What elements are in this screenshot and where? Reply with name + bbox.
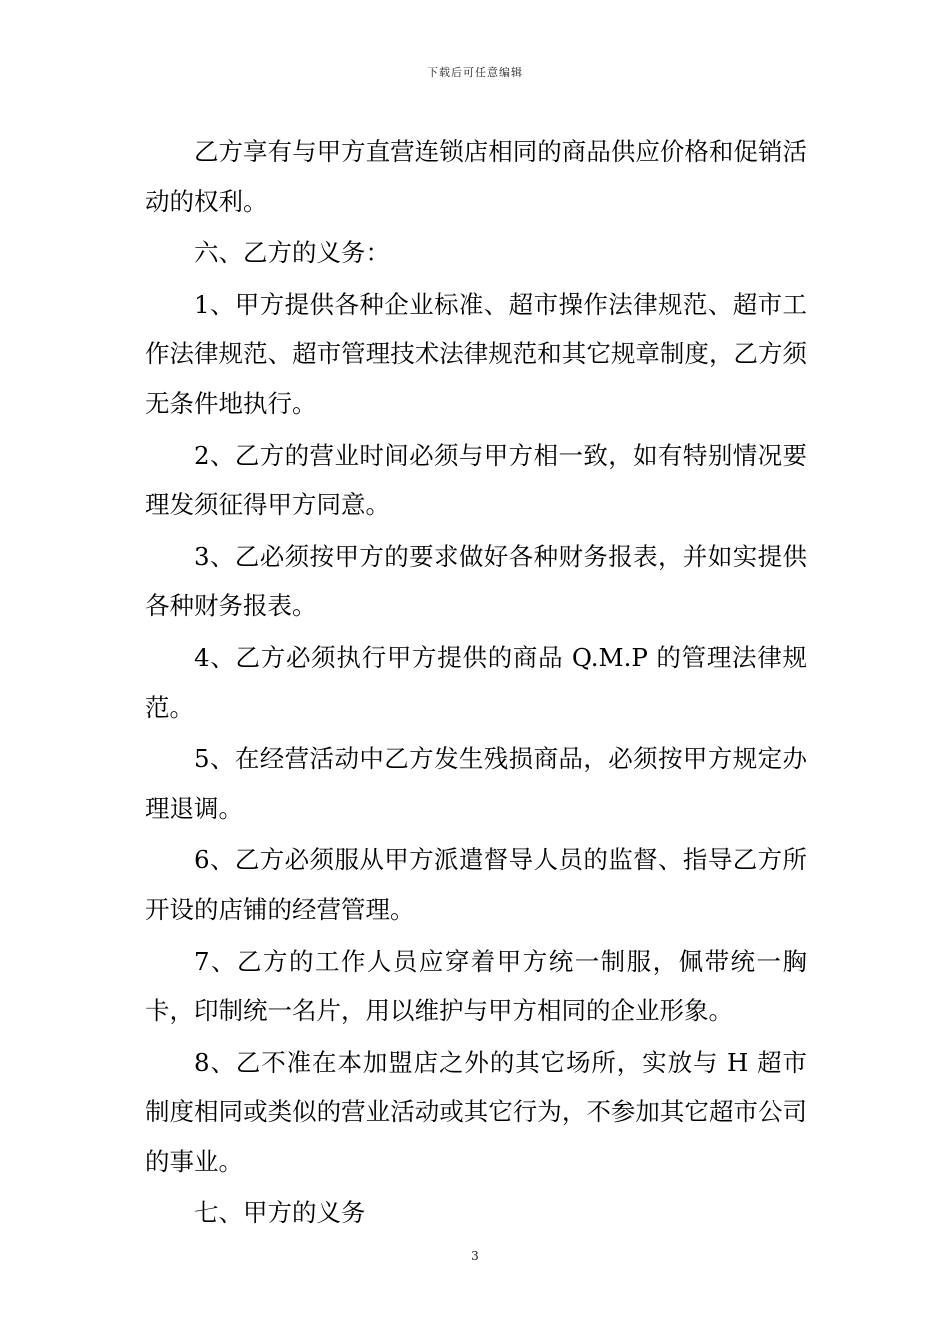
paragraph-price-rights: 乙方享有与甲方直营连锁店相同的商品供应价格和促销活动的权利。 xyxy=(145,137,807,216)
section-heading-party-b-obligations: 六、乙方的义务： xyxy=(194,238,390,268)
paragraph-item-3: 3、乙必须按甲方的要求做好各种财务报表，并如实提供各种财务报表。 xyxy=(145,541,807,621)
paragraph-item-1: 1、甲方提供各种企业标准、超市操作法律规范、超市工作法律规范、超市管理技术法律规范和其它规章制度，乙方须无条件地执行。 xyxy=(145,289,807,418)
paragraph-item-5: 5、在经营活动中乙方发生残损商品，必须按甲方规定办理退调。 xyxy=(145,744,807,823)
section-heading-party-a-obligations: 七、甲方的义务 xyxy=(194,1198,366,1228)
paragraph-item-4: 4、乙方必须执行甲方提供的商品 Q.M.P 的管理法律规范。 xyxy=(145,642,807,722)
document-body xyxy=(145,127,807,1240)
page-header: 下载后可任意编辑 xyxy=(427,66,523,79)
paragraph-item-8: 8、乙不准在本加盟店之外的其它场所，实放与 H 超市制度相同或类似的营业活动或其它行为，不参加其它超市公司的事业。 xyxy=(145,1047,807,1176)
paragraph-item-2: 2、乙方的营业时间必须与甲方相一致，如有特别情况要理发须征得甲方同意。 xyxy=(145,440,807,520)
paragraph-item-7: 7、乙方的工作人员应穿着甲方统一制服，佩带统一胸卡，印制统一名片，用以维护与甲方相同的企业形象。 xyxy=(145,946,807,1026)
paragraph-item-6: 6、乙方必须服从甲方派遣督导人员的监督、指导乙方所开设的店铺的经营管理。 xyxy=(145,845,807,924)
page-number: 3 xyxy=(471,1249,479,1263)
